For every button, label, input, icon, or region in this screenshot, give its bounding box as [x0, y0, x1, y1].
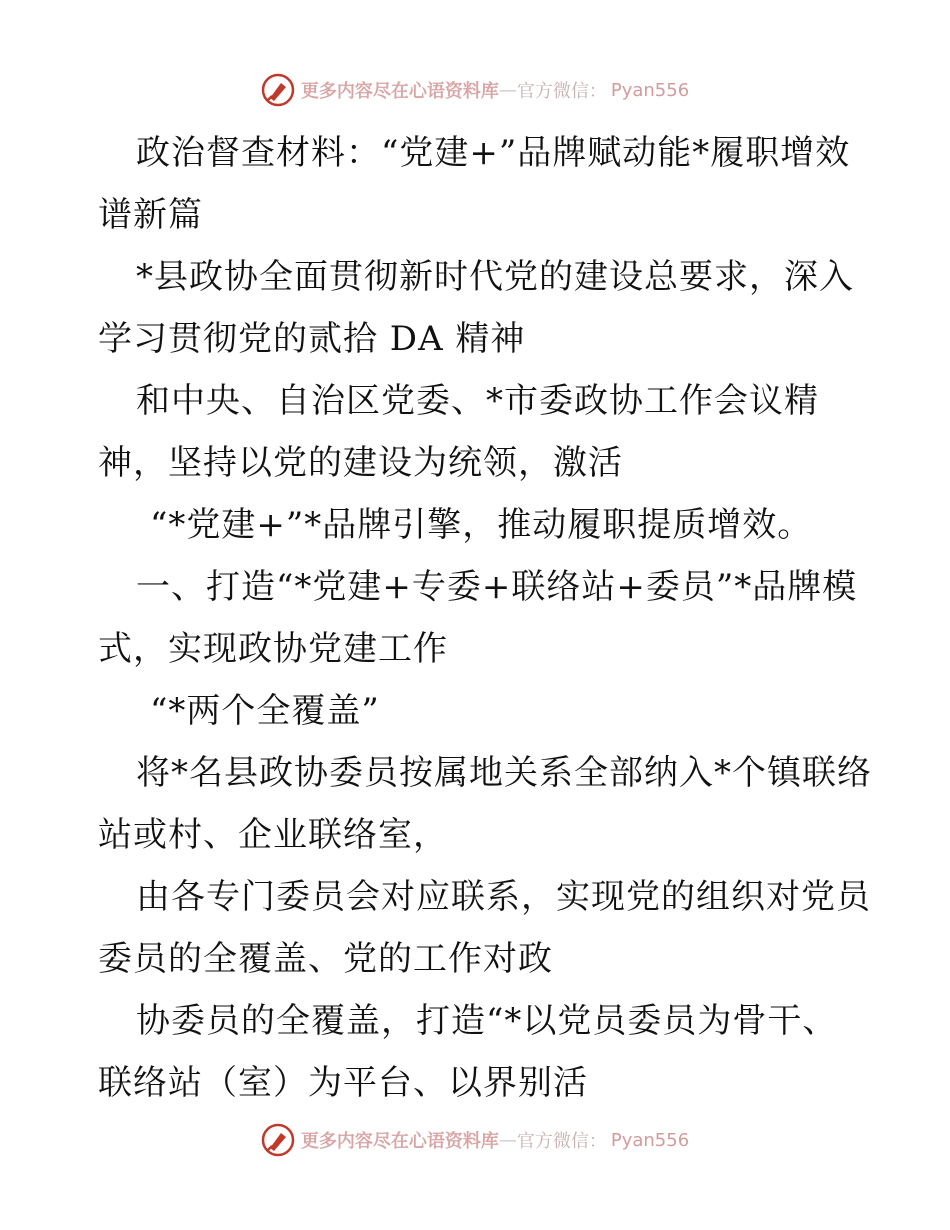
- paragraph-line: 委员的全覆盖、党的工作对政: [98, 939, 553, 979]
- paragraph-line: 和中央、自治区党委、*市委政协工作会议精: [136, 381, 819, 421]
- paragraph-line: “*党建+”*品牌引擎，推动履职提质增效。: [150, 505, 813, 545]
- paragraph-line: 由各专门委员会对应联系，实现党的组织对党员: [136, 877, 871, 917]
- section-heading-line: 一、打造“*党建+专委+联络站+委员”*品牌模: [136, 567, 858, 607]
- paragraph-line: 将*名县政协委员按属地关系全部纳入*个镇联络: [136, 753, 872, 793]
- footer-watermark: [0, 1120, 950, 1160]
- paragraph-line: 联络站（室）为平台、以界别活: [98, 1063, 588, 1103]
- paragraph-line: 学习贯彻党的贰拾 DA 精神: [98, 319, 526, 359]
- watermark-main-text: 更多内容尽在心语资料库: [300, 81, 499, 102]
- document-title-line-2: 谱新篇: [98, 195, 203, 235]
- watermark-wechat-id: Pyan556: [610, 79, 690, 101]
- watermark-wechat-id: Pyan556: [610, 1129, 690, 1151]
- document-title-line-1: 政治督查材料：“党建+”品牌赋动能*履职增效: [136, 133, 851, 173]
- watermark-main-text: 更多内容尽在心语资料库: [300, 1131, 499, 1152]
- watermark-label: 官方微信：: [516, 1131, 607, 1152]
- document-body: [98, 122, 872, 1114]
- pen-nib-logo-icon: [261, 73, 295, 107]
- paragraph-line: 站或村、企业联络室，: [98, 815, 448, 855]
- section-heading-line: “*两个全覆盖”: [150, 691, 380, 731]
- watermark-dash: —: [498, 1129, 517, 1151]
- header-watermark: [0, 70, 950, 110]
- watermark-dash: —: [498, 79, 517, 101]
- paragraph-line: 神，坚持以党的建设为统领，激活: [98, 443, 623, 483]
- paragraph-line: *县政协全面贯彻新时代党的建设总要求，深入: [136, 257, 854, 297]
- watermark-label: 官方微信：: [516, 81, 607, 102]
- section-heading-line: 式，实现政协党建工作: [98, 629, 448, 669]
- pen-nib-logo-icon: [261, 1123, 295, 1157]
- paragraph-line: 协委员的全覆盖，打造“*以党员委员为骨干、: [136, 1001, 838, 1041]
